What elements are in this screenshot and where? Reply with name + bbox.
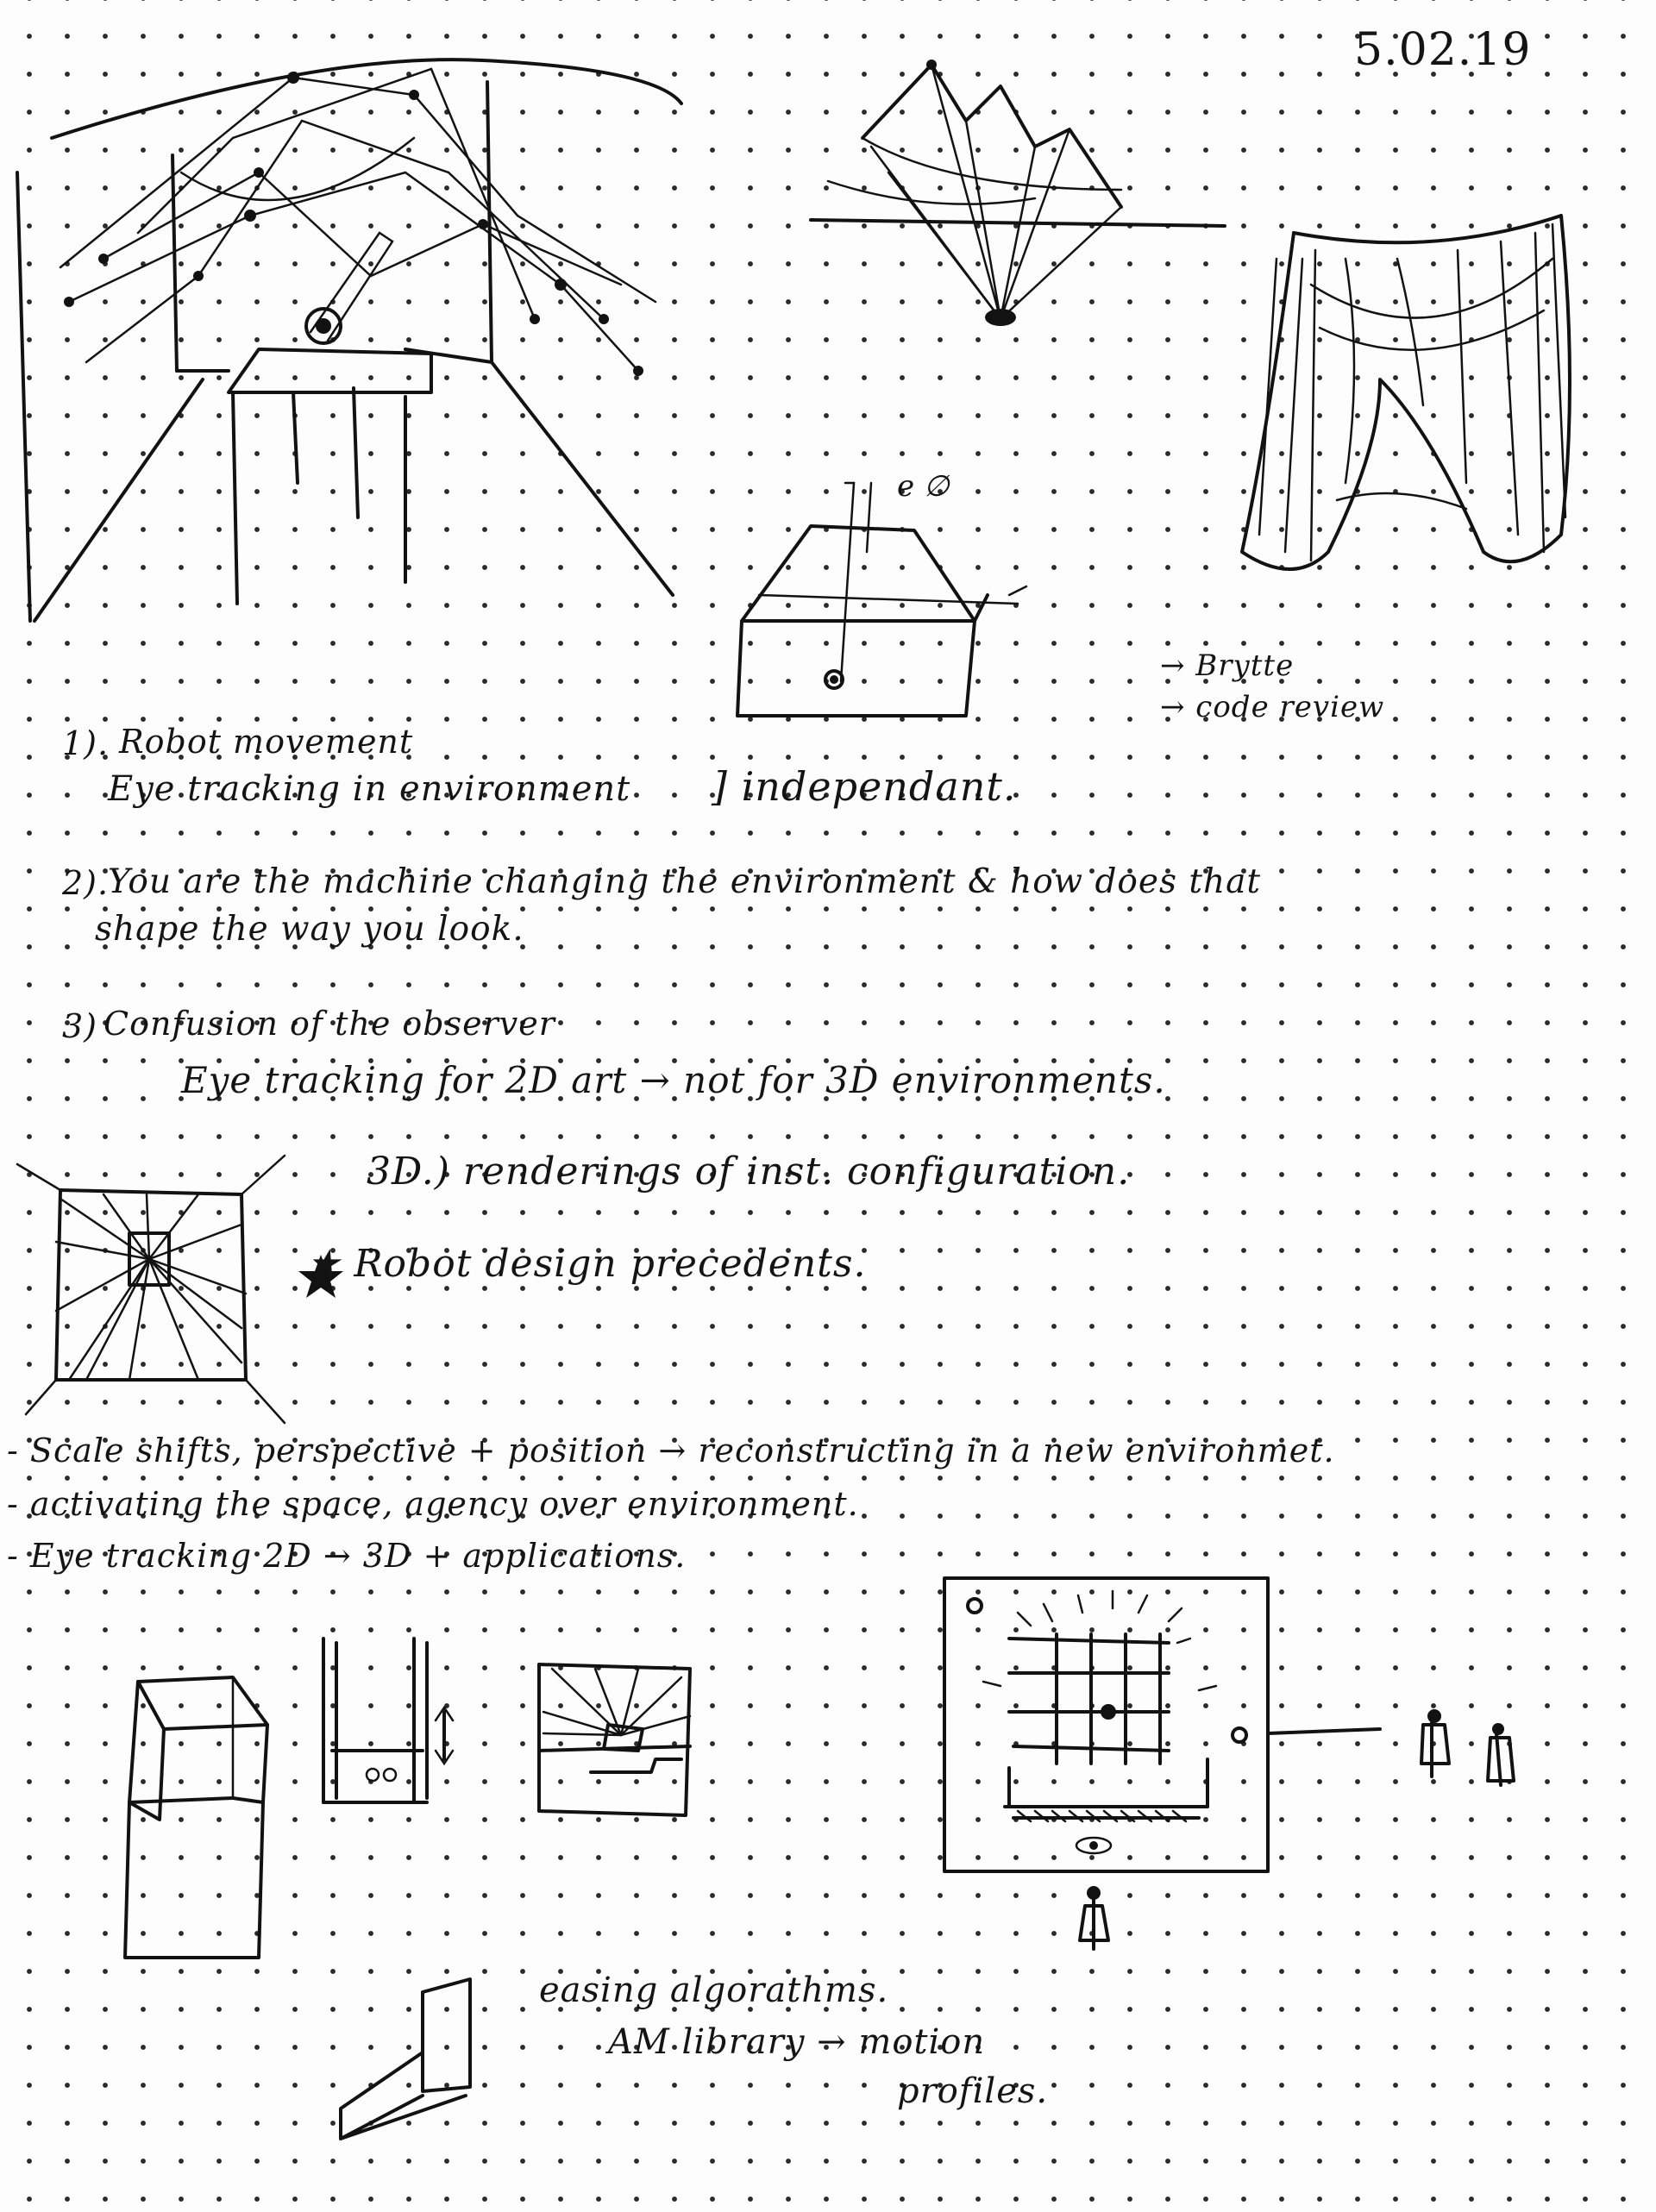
perspective-burst-sketch bbox=[17, 1156, 285, 1423]
burst-box-sketch bbox=[539, 1664, 690, 1815]
gallery-wall-sketch bbox=[944, 1578, 1514, 1949]
renderings-note: 3D.) renderings of inst. configuration. bbox=[367, 1150, 1131, 1194]
section1-sub: Eye tracking in environment bbox=[108, 769, 631, 809]
section3-sub: Eye tracking for 2D art → not for 3D environments. bbox=[181, 1059, 1166, 1101]
cube-sketch bbox=[125, 1677, 267, 1958]
precedents-note: ★ Robot design precedents. bbox=[306, 1242, 867, 1286]
hanging-web-sketch bbox=[811, 60, 1225, 326]
section3-number: 3) bbox=[62, 1007, 98, 1045]
bullet-scale-shifts: - Scale shifts, perspective + position → reconstructing in a new environmet. bbox=[7, 1432, 1335, 1469]
section1-number: 1). bbox=[62, 724, 110, 762]
date-label: 5.02.19 bbox=[1354, 24, 1532, 76]
section2-line1: You are the machine changing the environment & how does that bbox=[108, 862, 1262, 901]
section1-title: Robot movement bbox=[119, 723, 414, 761]
section2-number: 2). bbox=[62, 864, 110, 902]
bullet-activating-space: - activating the space, agency over environment. bbox=[7, 1485, 859, 1523]
fold-sketch bbox=[341, 1979, 470, 2139]
draped-fabric-sketch bbox=[1242, 216, 1570, 569]
section3-title: Confusion of the observer bbox=[104, 1005, 555, 1043]
vertical-panel-sketch bbox=[323, 1639, 453, 1802]
bullet-eye-tracking: - Eye tracking 2D → 3D + applications. bbox=[7, 1537, 687, 1575]
side-note-code-review: → code review bbox=[1160, 690, 1385, 724]
svg-text:e ∅: e ∅ bbox=[897, 469, 950, 504]
easing-line1: easing algorathms. bbox=[539, 1971, 889, 2010]
easing-line2: AM library → motion bbox=[608, 2022, 986, 2062]
section2-line2: shape the way you look. bbox=[95, 910, 524, 949]
easing-line3: profiles. bbox=[897, 2071, 1049, 2111]
side-note-brytte: → Brytte bbox=[1160, 649, 1295, 683]
section1-bracket-note: ] independant. bbox=[712, 763, 1017, 810]
axes-box-sketch bbox=[737, 469, 1026, 716]
room-installation-sketch bbox=[17, 60, 681, 621]
